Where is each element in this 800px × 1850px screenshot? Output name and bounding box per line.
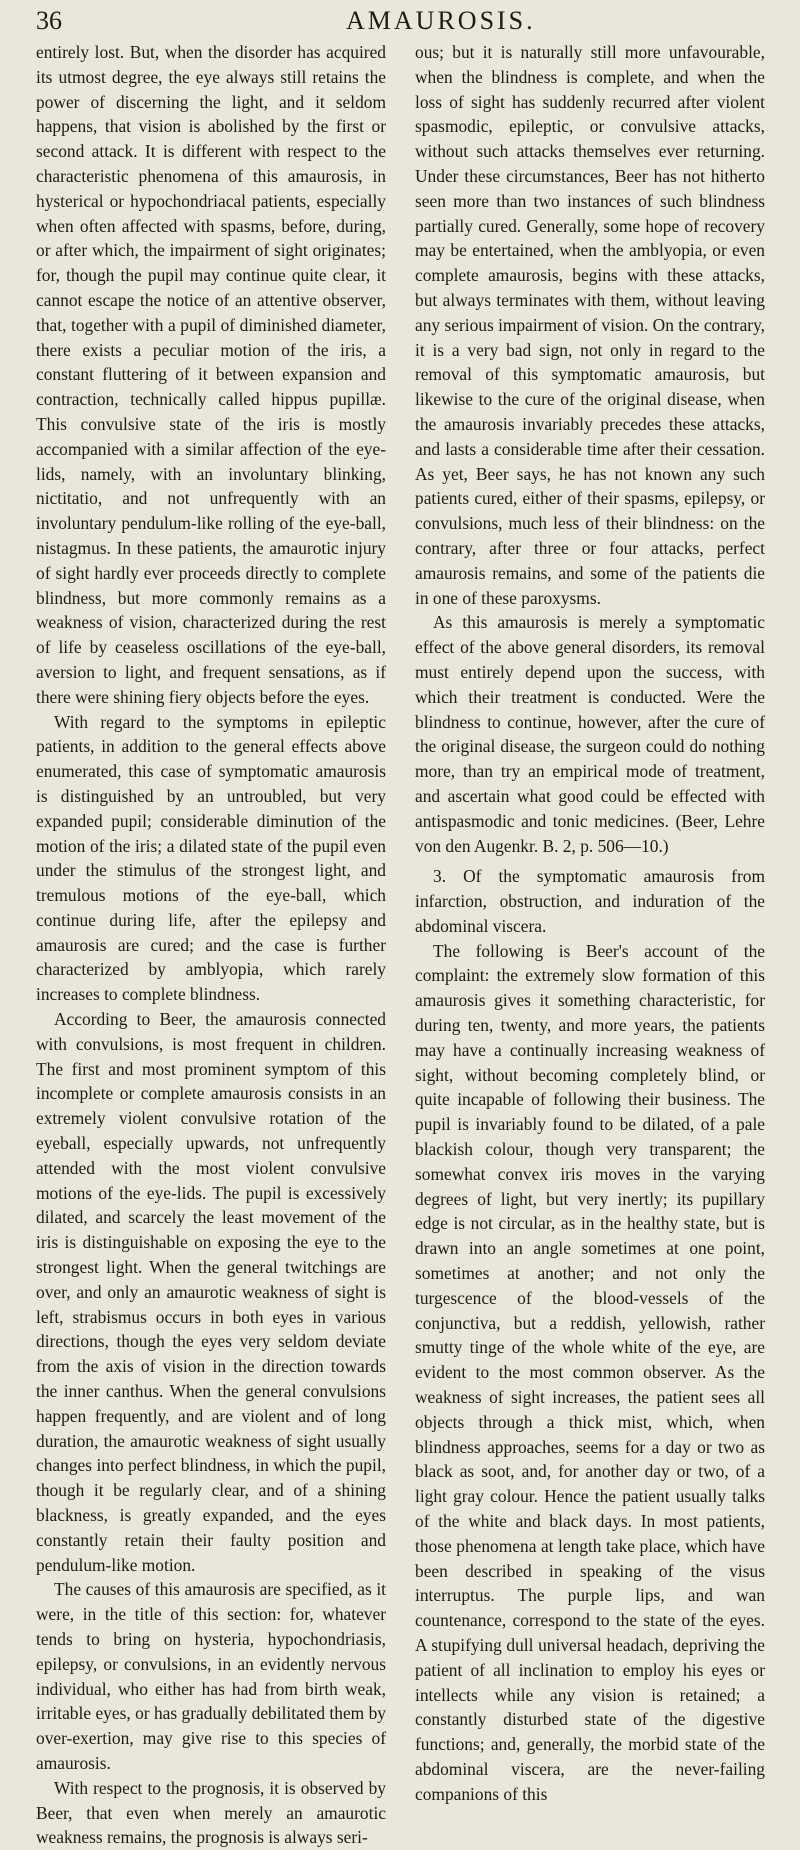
paragraph: According to Beer, the amaurosis connected with convulsions, is most frequent in children. The first and most prominent symptom of this incomplete or complete amaurosis consists in an extremely violent convulsive rotation of the eyeball, especially upwards, not unfrequently attended with the most violent convulsive motions of the eye-lids. The pupil is excessively dilated, and scarcely the least movement of the iris is distinguishable on exposing the eye to the strongest light. When the general twitchings are over, and only an amaurotic weakness of sight is left, strabismus occurs in both eyes in various directions, though the eyes very seldom deviate from the axis of vision in the direction towards the inner canthus. When the general convulsions happen frequently, and are violent and of long duration, the amaurotic weakness of sight usually changes into perfect blindness, in which the pupil, though it be regularly clear, and of a shining blackness, is greatly expanded, and the eyes constantly retain their faulty position and pendulum-like motion. <box>36 1009 386 1575</box>
paragraph: With respect to the prognosis, it is observed by Beer, that even when merely an amaurotic weakness remains, the prognosis is always seri- <box>36 1777 386 1848</box>
right-column <box>415 40 765 1807</box>
paragraph: As this amaurosis is merely a symptomatic effect of the above general disorders, its removal must entirely depend upon the success, with which their treatment is conducted. Were the blindness to continue, however, after the cure of the original disease, the surgeon could do nothing more, than try an empirical mode of treatment, and ascertain what good could be effected with antispasmodic and tonic medicines. (Beer, Lehre von den Augenkr. B. 2, p. 506—10.) <box>415 612 765 856</box>
paragraph: With regard to the symptoms in epileptic patients, in addition to the general effects above enumerated, this case of symptomatic amaurosis is distinguished by an untroubled, but very expanded pupil; considerable diminution of the motion of the iris; a dilated state of the pupil even under the stimulus of the strongest light, and tremulous motions of the eye-ball, which continue during life, after the epilepsy and amaurosis are cured; and the case is further characterized by amblyopia, which rarely increases to complete blindness. <box>36 711 386 1005</box>
running-title: AMAUROSIS. <box>346 6 536 35</box>
paragraph: The following is Beer's account of the complaint: the extremely slow formation of this amaurosis gives it something characteristic, for during ten, twenty, and more years, the patients may have a continually increasing weakness of sight, without becoming completely blind, or quite incapable of following their business. The pupil is invariably found to be dilated, of a pale blackish colour, though very transparent; the somewhat convex iris moves in the varying degrees of light, but very inertly; its pupillary edge is not circular, as in the healthy state, but is drawn into an angle sometimes at one point, sometimes at another; and not only the turgescence of the blood-vessels of the conjunctiva, but a reddish, yellowish, rather smutty tinge of the whole white of the eye, are evident to the most common observer. As the weakness of sight increases, the patient sees all objects through a thick mist, which, when blindness approaches, seems for a day or two as black as soot, and, for another day or two, of a light gray colour. Hence the patient usually talks of the white and black days. In most patients, those phenomena at length take place, which have been described in speaking of the visus interruptus. The purple lips, and wan countenance, correspond to the state of the eyes. A stupifying dull universal headach, depriving the patient of all inclination to employ his eyes or intellects while any vision is retained; a constantly disturbed state of the digestive functions; and, generally, the morbid state of the abdominal viscera, are the never-failing companions of this <box>415 940 765 1804</box>
paragraph: ous; but it is naturally still more unfavourable, when the blindness is complete, and when the loss of sight has suddenly recurred after violent spasmodic, epileptic, or convulsive attacks, without such attacks themselves ever returning. Under these circumstances, Beer has not hitherto seen more than two instances of such blindness partially cured. Generally, some hope of recovery may be entertained, when the amblyopia, or even complete amaurosis, begins with these attacks, but always terminates with them, without leaving any serious impairment of vision. On the contrary, it is a very bad sign, not only in regard to the removal of this symptomatic amaurosis, but likewise to the cure of the original disease, when the amaurosis invariably precedes these attacks, and lasts a considerable time after their cessation. As yet, Beer says, he has not known any such patients cured, either of their spasms, epilepsy, or convulsions, much less of their blindness: on the contrary, after three or four attacks, perfect amaurosis remains, and some of the patients die in one of these paroxysms. <box>415 42 765 608</box>
paragraph: entirely lost. But, when the disorder has acquired its utmost degree, the eye always still retains the power of discerning the light, and it seldom happens, that vision is abolished by the first or second attack. It is different with respect to the characteristic phenomena of this amaurosis, in hysterical or hypochondriacal patients, especially when often affected with spasms, before, during, or after which, the impairment of sight originates; for, though the pupil may continue quite clear, it cannot escape the notice of an attentive observer, that, together with a pupil of diminished diameter, there exists a peculiar motion of the iris, a constant fluttering of it between expansion and contraction, technically called hippus pupillæ. This convulsive state of the iris is mostly accompanied with a similar affection of the eye-lids, namely, with an involuntary blinking, nictitatio, and not unfrequently with an involuntary pendulum-like rolling of the eye-ball, nistagmus. In these patients, the amaurotic injury of sight hardly ever proceeds directly to complete blindness, but more commonly remains as a weakness of vision, characterized during the rest of life by ceaseless oscillations of the eye-ball, aversion to light, and frequent sensations, as if there were shining fiery objects before the eyes. <box>36 42 386 707</box>
paragraph: The causes of this amaurosis are specified, as it were, in the title of this section: for, whatever tends to bring on hysteria, hypochondriasis, epilepsy, or convulsions, in an evidently nervous individual, who either has had from birth weak, irritable eyes, or has gradually debilitated them by over-exertion, may give rise to this species of amaurosis. <box>36 1579 386 1773</box>
left-column <box>36 40 386 1850</box>
page-number: 36 <box>36 6 62 35</box>
section-heading: 3. Of the symptomatic amaurosis from infarction, obstruction, and induration of the abdominal viscera. <box>415 866 765 936</box>
